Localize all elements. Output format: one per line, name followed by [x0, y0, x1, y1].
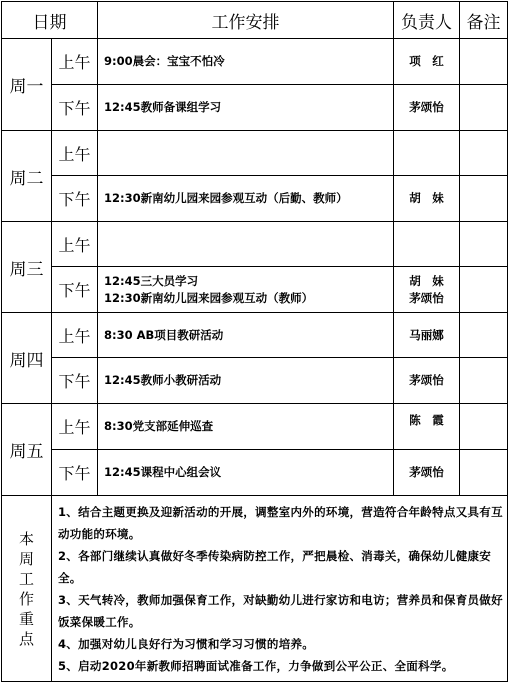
- table-row: [2, 267, 508, 313]
- owner-text: 茅颂怡: [409, 373, 444, 387]
- remark-cell: [460, 176, 508, 222]
- task-cell: [98, 404, 394, 450]
- owner-cell: [394, 404, 460, 450]
- owner-text: 茅颂怡: [409, 290, 444, 305]
- task-cell: [98, 176, 394, 222]
- owner-cell: [394, 450, 460, 496]
- task-text: 8:30党支部延伸巡查: [104, 419, 214, 433]
- owner-text: 茅颂怡: [409, 100, 444, 114]
- half-day-label: 下午: [52, 358, 98, 404]
- half-day-label: 上午: [52, 404, 98, 450]
- day-label: 周二: [2, 131, 52, 222]
- owner-cell: [394, 222, 460, 267]
- task-cell: [98, 450, 394, 496]
- owner-cell: [394, 176, 460, 222]
- owner-text: 陈 霞: [409, 413, 444, 427]
- table-row: [2, 131, 508, 176]
- task-cell: [98, 131, 394, 176]
- task-cell: [98, 267, 394, 313]
- remark-cell: [460, 313, 508, 358]
- header-date: 日期: [2, 2, 98, 39]
- table-row: [2, 313, 508, 358]
- focus-content-cell: [52, 496, 508, 682]
- remark-cell: [460, 267, 508, 313]
- owner-text: 茅颂怡: [409, 465, 444, 479]
- day-label: 周五: [2, 404, 52, 496]
- table-row: [2, 39, 508, 85]
- task-cell: [98, 222, 394, 267]
- remark-cell: [460, 358, 508, 404]
- task-cell: [98, 313, 394, 358]
- table-row: [2, 358, 508, 404]
- day-label: 周三: [2, 222, 52, 313]
- owner-text: 胡 妹: [409, 273, 444, 288]
- owner-cell: [394, 39, 460, 85]
- half-day-label: 上午: [52, 222, 98, 267]
- task-text: 12:45课程中心组会议: [104, 465, 222, 479]
- task-text: 12:30新南幼儿园来园参观互动（教师）: [104, 290, 314, 305]
- task-text: 12:45三大员学习: [104, 273, 199, 288]
- task-text: 12:45教师备课组学习: [104, 100, 222, 114]
- task-cell: [98, 358, 394, 404]
- focus-item: 1、结合主题更换及迎新活动的开展，调整室内外的环境，营造符合年龄特点又具有互动功能的环境。: [58, 504, 503, 541]
- owner-text: 马丽娜: [409, 327, 444, 342]
- owner-cell: [394, 131, 460, 176]
- owner-cell: [394, 267, 460, 313]
- focus-row: [2, 496, 508, 682]
- focus-item: 5、启动2020年新教师招聘面试准备工作，力争做到公平公正、全面科学。: [58, 658, 454, 673]
- focus-item: 4、加强对幼儿良好行为习惯和学习习惯的培养。: [58, 636, 315, 651]
- focus-item: 3、天气转冷，教师加强保育工作，对缺勤幼儿进行家访和电访；营养员和保育员做好饭菜保暖工作。: [58, 592, 503, 629]
- owner-cell: [394, 85, 460, 131]
- half-day-label: 下午: [52, 176, 98, 222]
- remark-cell: [460, 404, 508, 450]
- header-remark: 备注: [460, 2, 508, 39]
- remark-cell: [460, 85, 508, 131]
- task-text: 12:45教师小教研活动: [104, 373, 222, 387]
- task-text: 12:30新南幼儿园来园参观互动（后勤、教师）: [104, 191, 348, 205]
- half-day-label: 下午: [52, 450, 98, 496]
- day-label: 周四: [2, 313, 52, 404]
- half-day-label: 上午: [52, 39, 98, 85]
- remark-cell: [460, 39, 508, 85]
- half-day-label: 上午: [52, 131, 98, 176]
- task-text: 8:30 AB项目教研活动: [104, 327, 224, 342]
- owner-text: 项 红: [409, 54, 444, 68]
- half-day-label: 下午: [52, 267, 98, 313]
- task-text: 9:00晨会：宝宝不怕冷: [104, 54, 225, 68]
- header-plan: 工作安排: [98, 2, 394, 39]
- table-row: [2, 85, 508, 131]
- task-cell: [98, 39, 394, 85]
- focus-label: 本周工作重点: [18, 529, 34, 648]
- header-row: [2, 2, 508, 39]
- day-label: 周一: [2, 39, 52, 131]
- table-row: [2, 404, 508, 450]
- remark-cell: [460, 450, 508, 496]
- table-row: [2, 176, 508, 222]
- half-day-label: 下午: [52, 85, 98, 131]
- task-cell: [98, 85, 394, 131]
- remark-cell: [460, 222, 508, 267]
- focus-label-cell: [2, 496, 52, 682]
- remark-cell: [460, 131, 508, 176]
- owner-cell: [394, 358, 460, 404]
- owner-text: 胡 妹: [409, 191, 444, 205]
- half-day-label: 上午: [52, 313, 98, 358]
- table-row: [2, 222, 508, 267]
- weekly-schedule-table: [1, 1, 508, 682]
- header-owner: 负责人: [394, 2, 460, 39]
- owner-cell: [394, 313, 460, 358]
- table-row: [2, 450, 508, 496]
- focus-item: 2、各部门继续认真做好冬季传染病防控工作，严把晨检、消毒关，确保幼儿健康安全。: [58, 548, 492, 585]
